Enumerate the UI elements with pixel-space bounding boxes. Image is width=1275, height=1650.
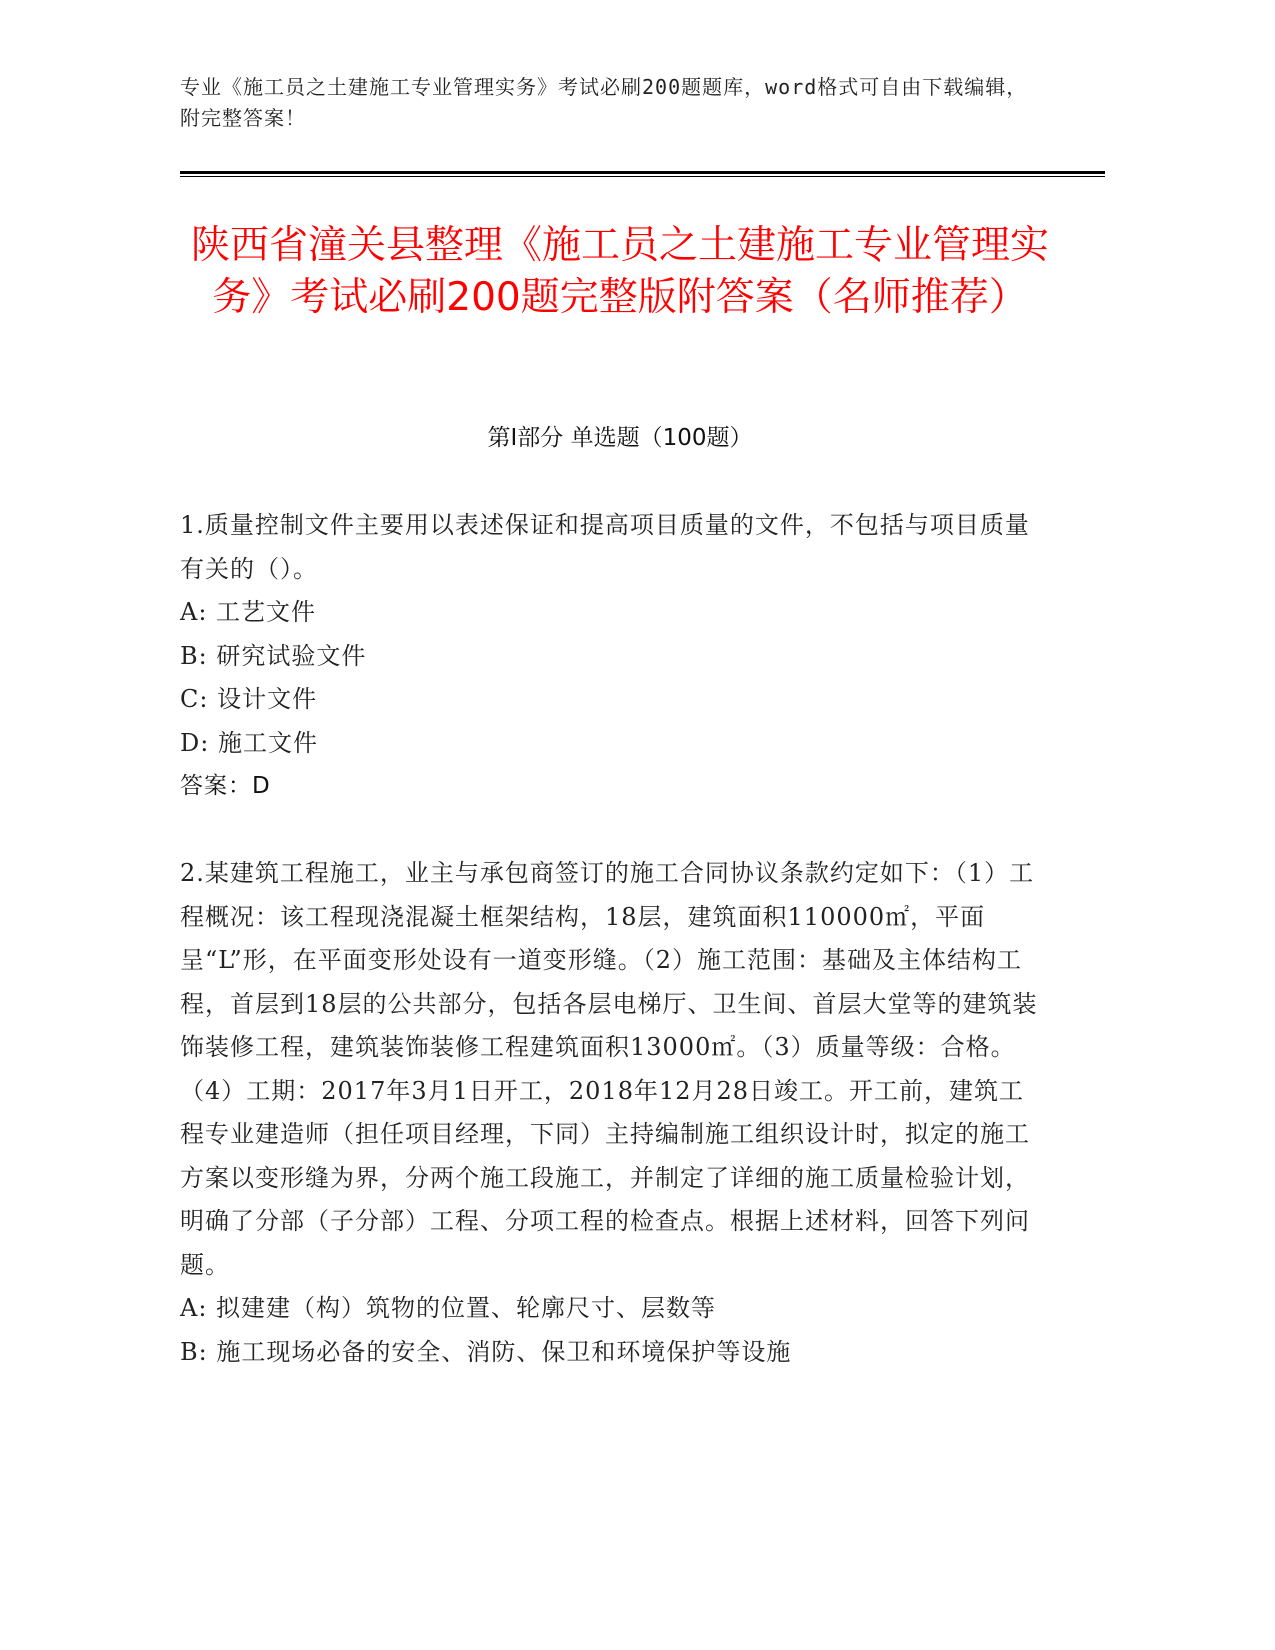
question-stem: 2.某建筑工程施工，业主与承包商签订的施工合同协议条款约定如下：（1）工程概况：该工程现浇混凝土框架结构，18层，建筑面积110000㎡，平面呈“L”形，在平面变形处设有一道变形缝。（2）施工范围：基础及主体结构工程，首层到18层的公共部分，包括各层电梯厅、卫生间、首层大堂等的建筑装饰装修工程，建筑装饰装修工程建筑面积13000㎡。（3）质量等级：合格。（4）工期：2017年3月1日开工，2018年12月28日竣工。开工前，建筑工程专业建造师（担任项目经理，下同）主持编制施工组织设计时，拟定的施工方案以变形缝为界，分两个施工段施工，并制定了详细的施工质量检验计划，明确了分部（子分部）工程、分项工程的检查点。根据上述材料，回答下列问题。 xyxy=(180,859,1038,1279)
document-title: 陕西省潼关县整理《施工员之土建施工专业管理实务》考试必刷200题完整版附答案（名师推荐） xyxy=(190,223,1049,320)
answer-line: 答案：D xyxy=(180,773,271,799)
question-stem: 1.质量控制文件主要用以表述保证和提高项目质量的文件，不包括与项目质量有关的（）。 xyxy=(180,511,1030,583)
option-b: B: 施工现场必备的安全、消防、保卫和环境保护等设施 xyxy=(180,1337,792,1366)
header-divider-thin xyxy=(180,176,1105,177)
option-a: A: 工艺文件 xyxy=(180,598,317,626)
header-divider-thick xyxy=(180,171,1105,174)
option-b: B: 研究试验文件 xyxy=(180,641,367,670)
header-note: 专业《施工员之土建施工专业管理实务》考试必刷200题题库，word格式可自由下载编辑，附完整答案！ xyxy=(180,75,1028,130)
option-c: C: 设计文件 xyxy=(180,685,318,713)
question-2 xyxy=(180,852,1040,1374)
option-a: A: 拟建建（构）筑物的位置、轮廓尺寸、层数等 xyxy=(180,1294,717,1322)
question-1 xyxy=(180,504,1040,809)
section-heading: 第I部分 单选题（100题） xyxy=(487,425,753,451)
option-d: D: 施工文件 xyxy=(180,728,318,757)
